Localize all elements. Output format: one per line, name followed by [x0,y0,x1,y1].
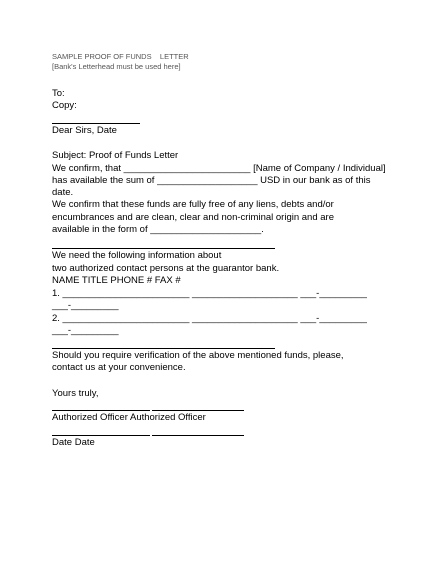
contacts-line-2: two authorized contact persons at the guarantor bank. [52,263,280,274]
closing-line-2: contact us at your convenience. [52,362,186,373]
officer-labels: Authorized Officer Authorized Officer [52,412,206,423]
body-line-6: available in the form of _____________________. [52,224,264,235]
contact-row-2: 2. ________________________ ____________________ ___-_________ [52,313,367,324]
body-line-2: has available the sum of ___________________ USD in our bank as of this [52,175,371,186]
yours-truly: Yours truly, [52,388,99,399]
body-line-1: We confirm, that ________________________ [Name of Company / Individual] [52,163,386,174]
contacts-columns: NAME TITLE PHONE # FAX # [52,275,181,286]
contacts-separator-rule [52,348,275,349]
copy-label: Copy: [52,100,77,111]
closing-line-1: Should you require verification of the above mentioned funds, please, [52,350,344,361]
date-labels: Date Date [52,437,95,448]
body-line-3: date. [52,187,74,198]
contact-row-2-fax: ___-_________ [52,325,119,336]
to-label: To: [52,88,65,99]
address-signature-rule [52,123,140,124]
subject-line: Subject: Proof of Funds Letter [52,150,179,161]
contact-row-1-fax: ___-_________ [52,300,119,311]
body-line-4: We confirm that these funds are fully free of any liens, debts and/or [52,199,334,210]
contacts-line-1: We need the following information about [52,250,222,261]
header-note: [Bank's Letterhead must be used here] [52,62,181,71]
header-title: SAMPLE PROOF OF FUNDS LETTER [52,52,189,61]
officer-signature-rule-1 [52,410,150,411]
body-line-5: encumbrances and are clean, clear and non-criminal origin and are [52,212,334,223]
date-rule-1 [52,435,150,436]
officer-signature-rule-2 [152,410,244,411]
date-rule-2 [152,435,244,436]
body-separator-rule [52,248,275,249]
salutation: Dear Sirs, Date [52,125,117,136]
contact-row-1: 1. ________________________ ____________________ ___-_________ [52,288,367,299]
